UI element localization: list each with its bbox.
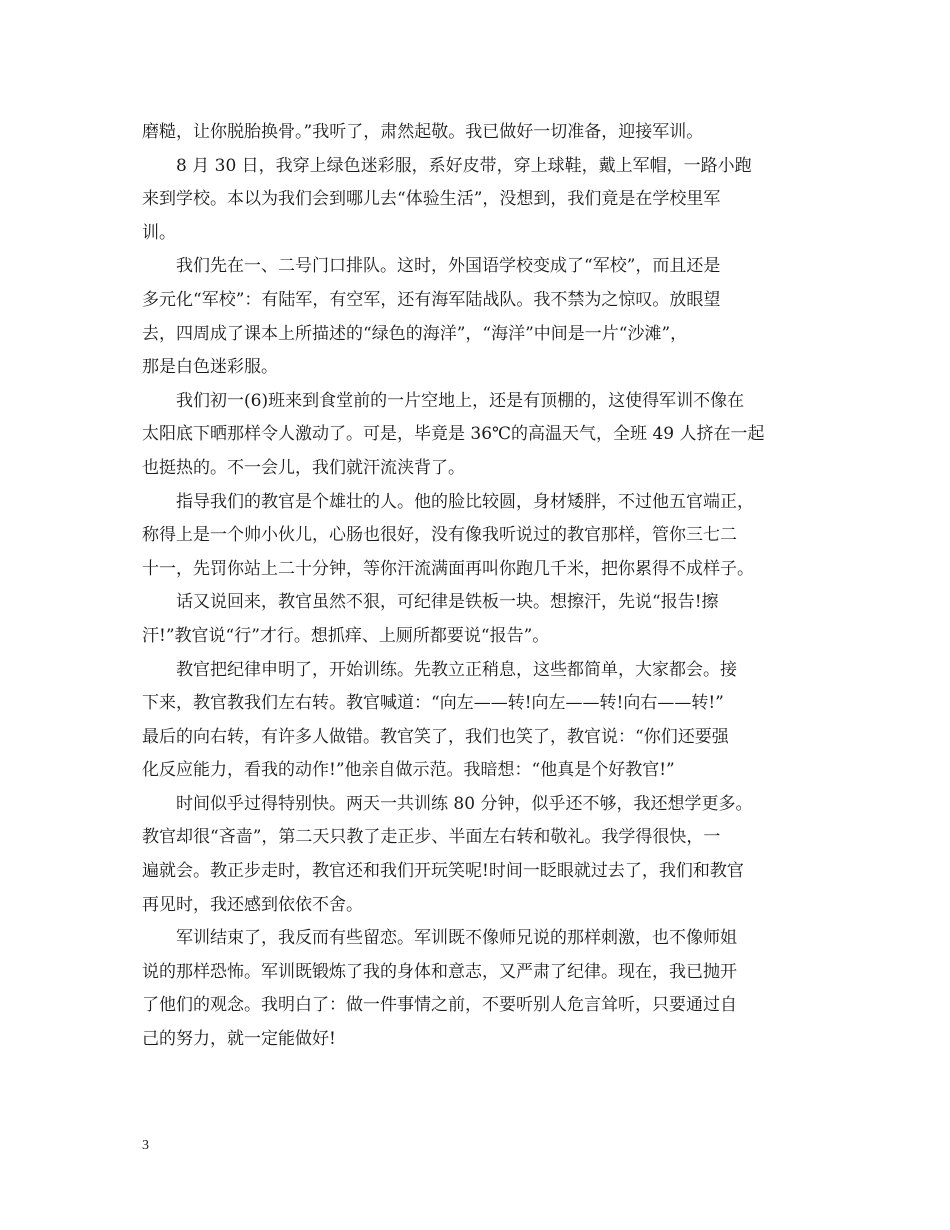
text-line: 我们初一(6)班来到食堂前的一片空地上，还是有顶棚的，这使得军训不像在 (176, 390, 745, 411)
text-line: 那是白色迷彩服。 (142, 357, 278, 378)
text-line: 己的努力，就一定能做好! (142, 1029, 336, 1050)
text-line: 说的那样恐怖。军训既锻炼了我的身体和意志，又严肃了纪律。现在，我已抛开 (142, 961, 737, 982)
text-line: 称得上是一个帅小伙儿，心肠也很好，没有像我听说过的教官那样，管你三七二 (142, 525, 737, 546)
text-line: 磨糙，让你脱胎换骨。”我听了，肃然起敬。我已做好一切准备，迎接军训。 (142, 122, 704, 142)
text-line: 了他们的观念。我明白了：做一件事情之前，不要听别人危言耸听，只要通过自 (142, 995, 737, 1016)
text-line: 我们先在一、二号门口排队。这时，外国语学校变成了“军校”，而且还是 (176, 256, 721, 277)
text-line: 教官却很“吝啬”，第二天只教了走正步、半面左右转和敬礼。我学得很快，一 (142, 827, 721, 848)
text-line: 再见时，我还感到依依不舍。 (142, 894, 363, 915)
text-line: 多元化“军校”：有陆军，有空军，还有海军陆战队。我不禁为之惊叹。放眼望 (142, 289, 721, 310)
text-line: 化反应能力，看我的动作!”他亲自做示范。我暗想：“他真是个好教官!” (142, 760, 675, 781)
text-line: 8 月 30 日，我穿上绿色迷彩服，系好皮带，穿上球鞋，戴上军帽，一路小跑 (176, 155, 752, 176)
body-text (142, 116, 818, 1057)
text-line: 指导我们的教官是个雄壮的人。他的脸比较圆，身材矮胖，不过他五官端正， (176, 491, 754, 512)
text-line: 十一，先罚你站上二十分钟，等你汗流满面再叫你跑几千米，把你累得不成样子。 (142, 558, 754, 579)
text-line: 来到学校。本以为我们会到哪儿去“体验生活”，没想到，我们竟是在学校里军 (142, 189, 721, 210)
text-line: 去，四周成了课本上所描述的“绿色的海洋”，“海洋”中间是一片“沙滩”， (142, 323, 688, 344)
text-line: 教官把纪律申明了，开始训练。先教立正稍息，这些都简单，大家都会。接 (176, 659, 737, 680)
text-line: 话又说回来，教官虽然不狠，可纪律是铁板一块。想擦汗，先说“报告!擦 (176, 592, 719, 613)
text-line: 下来，教官教我们左右转。教官喊道：“向左——转!向左——转!向右——转!” (142, 693, 724, 714)
text-line: 军训结束了，我反而有些留恋。军训既不像师兄说的那样刺激，也不像师姐 (176, 928, 737, 949)
text-line: 也挺热的。不一会儿，我们就汗流浃背了。 (142, 457, 465, 478)
page-number: 3 (142, 1138, 149, 1153)
text-line: 汗!”教官说“行”才行。想抓痒、上厕所都要说“报告”。 (142, 625, 550, 646)
text-line: 最后的向右转，有许多人做错。教官笑了，我们也笑了，教官说：“你们还要强 (142, 726, 729, 747)
text-line: 时间似乎过得特别快。两天一共训练 80 分钟，似乎还不够，我还想学更多。 (176, 793, 753, 814)
text-line: 太阳底下晒那样令人激动了。可是，毕竟是 36℃的高温天气，全班 49 人挤在一起 (142, 424, 765, 445)
text-line: 遍就会。教正步走时，教官还和我们开玩笑呢!时间一眨眼就过去了，我们和教官 (142, 861, 744, 882)
text-line: 训。 (142, 222, 176, 243)
